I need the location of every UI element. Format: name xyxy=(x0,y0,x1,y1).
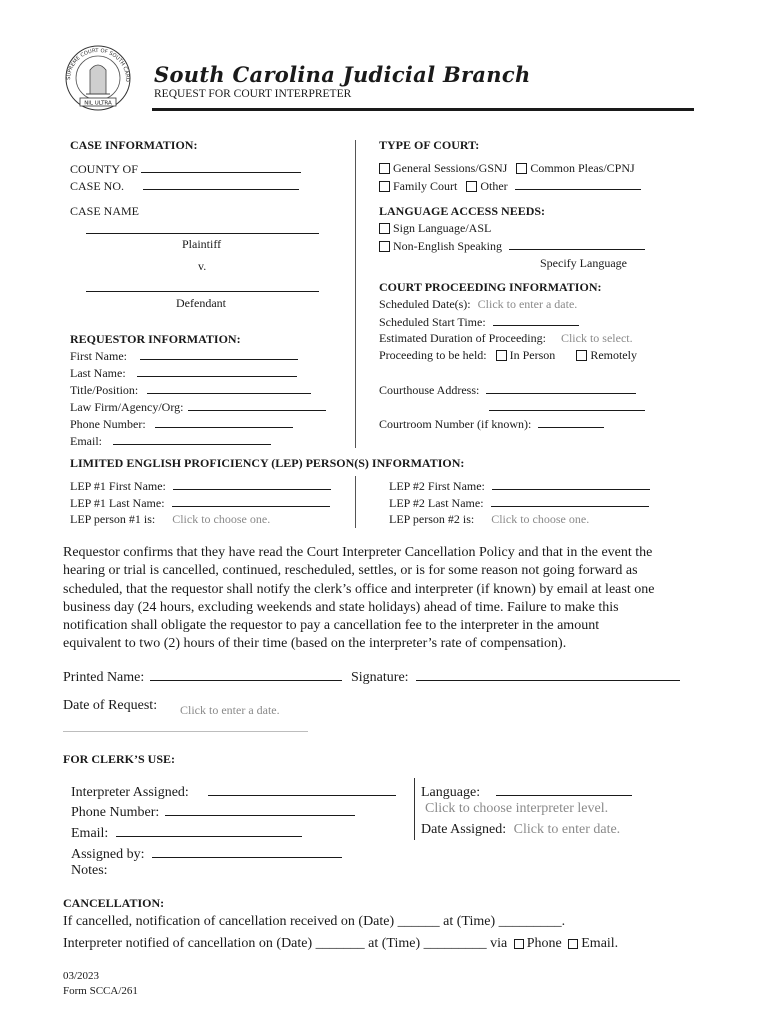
requestor-first-name-field[interactable] xyxy=(70,348,298,364)
interpreter-assigned-line[interactable] xyxy=(208,781,396,796)
lep2-last-name-line[interactable] xyxy=(491,495,649,507)
lep1-first-name-field[interactable] xyxy=(70,478,331,494)
clerk-phone-label: Phone Number: xyxy=(71,805,160,820)
printed-name-line[interactable] xyxy=(150,666,342,681)
clerk-email-label: Email: xyxy=(71,826,109,841)
other-label: Other xyxy=(480,179,508,193)
lep1-first-name-line[interactable] xyxy=(173,478,331,490)
requestor-last-name-field[interactable] xyxy=(70,365,297,381)
duration-label: Estimated Duration of Proceeding: xyxy=(379,331,546,345)
type-row-2 xyxy=(379,178,641,194)
general-sessions-option[interactable] xyxy=(379,161,507,175)
non-english-label: Non-English Speaking xyxy=(393,239,502,253)
family-court-checkbox[interactable] xyxy=(379,181,390,192)
requestor-law-firm-field[interactable] xyxy=(70,399,326,415)
general-sessions-checkbox[interactable] xyxy=(379,163,390,174)
last-name-line[interactable] xyxy=(137,365,297,377)
common-pleas-checkbox[interactable] xyxy=(516,163,527,174)
case-name-label: CASE NAME xyxy=(70,204,140,218)
plaintiff-label: Plaintiff xyxy=(182,237,222,251)
cancellation-heading: CANCELLATION: xyxy=(63,896,165,910)
lep2-last-name-field[interactable] xyxy=(389,495,649,511)
family-court-label: Family Court xyxy=(393,179,458,193)
signature-field[interactable] xyxy=(351,666,680,686)
title-position-line[interactable] xyxy=(147,382,311,394)
date-assigned-field[interactable] xyxy=(421,822,620,838)
form-title: REQUEST FOR COURT INTERPRETER xyxy=(154,88,352,100)
assigned-by-line[interactable] xyxy=(152,843,342,858)
column-divider xyxy=(355,140,356,448)
date-of-request-label: Date of Request: xyxy=(63,698,158,713)
type-of-court-heading: TYPE OF COURT: xyxy=(379,138,480,152)
printed-name-field[interactable] xyxy=(63,666,342,686)
duration-field[interactable] xyxy=(379,331,633,346)
other-option[interactable] xyxy=(466,179,507,193)
family-court-option[interactable] xyxy=(379,179,457,193)
email-option-label: Email. xyxy=(581,936,619,951)
cancellation-received-line: If cancelled, notification of cancellation received on (Date) ______ at (Time) _________. xyxy=(63,914,566,929)
courthouse-address-label: Courthouse Address: xyxy=(379,383,480,397)
courtroom-line[interactable] xyxy=(538,416,604,428)
lep1-person-select[interactable]: Click to choose one. xyxy=(172,512,271,526)
duration-select[interactable]: Click to select. xyxy=(560,331,633,345)
type-row-1 xyxy=(379,161,635,176)
date-of-request-input[interactable]: Click to enter a date. xyxy=(180,703,280,717)
general-sessions-label: General Sessions/GSNJ xyxy=(393,161,508,175)
lep1-person-field[interactable] xyxy=(70,512,270,527)
interpreter-level-select[interactable]: Click to choose interpreter level. xyxy=(425,801,609,816)
clerk-language-label: Language: xyxy=(421,785,481,800)
proceeding-held-label: Proceeding to be held: xyxy=(379,348,487,362)
in-person-label: In Person xyxy=(509,348,556,362)
court-name: South Carolina Judicial Branch xyxy=(154,62,531,87)
clerk-language-field[interactable] xyxy=(421,781,632,801)
court-seal xyxy=(60,40,136,112)
in-person-option[interactable] xyxy=(496,348,556,362)
seal-text: SUPREME COURT OF SOUTH CARO xyxy=(65,47,131,82)
proceeding-held-field xyxy=(379,348,637,363)
scheduled-dates-field[interactable] xyxy=(379,297,577,312)
law-firm-label: Law Firm/Agency/Org: xyxy=(70,400,184,414)
phone-label: Phone Number: xyxy=(70,417,146,431)
footer-form-number: Form SCCA/261 xyxy=(63,985,138,997)
requestor-email-field[interactable] xyxy=(70,433,271,449)
law-firm-line[interactable] xyxy=(188,399,326,411)
case-no-field[interactable] xyxy=(70,178,299,194)
courtroom-field[interactable] xyxy=(379,416,604,432)
lep2-person-select[interactable]: Click to choose one. xyxy=(491,512,590,526)
sign-language-option[interactable] xyxy=(379,221,491,236)
date-assigned-label: Date Assigned: xyxy=(421,822,507,837)
specify-language-label: Specify Language xyxy=(540,256,627,270)
interpreter-assigned-field[interactable] xyxy=(71,781,396,801)
start-time-field[interactable] xyxy=(379,314,579,330)
common-pleas-option[interactable] xyxy=(516,161,634,175)
lep2-last-name-label: LEP #2 Last Name: xyxy=(389,496,484,510)
requestor-heading: REQUESTOR INFORMATION: xyxy=(70,332,241,346)
lep2-person-field[interactable] xyxy=(389,512,589,527)
policy-line: Requestor confirms that they have read the Court Interpreter Cancellation Policy and that in the event the xyxy=(63,545,653,560)
lep1-first-name-label: LEP #1 First Name: xyxy=(70,479,166,493)
courthouse-address-field[interactable] xyxy=(379,382,636,398)
versus-label: v. xyxy=(198,259,207,273)
sign-language-checkbox[interactable] xyxy=(379,223,390,234)
cancellation-notified-line xyxy=(63,936,618,952)
seal-motto: NIL ULTRA xyxy=(84,100,112,107)
lep1-last-name-label: LEP #1 Last Name: xyxy=(70,496,165,510)
assigned-by-field[interactable] xyxy=(71,843,342,863)
phone-checkbox[interactable] xyxy=(514,939,524,949)
language-line[interactable] xyxy=(509,238,645,250)
policy-line: notification shall obligate the requestor to pay a cancellation fee to the interpreter in the amount xyxy=(63,618,600,634)
printed-name-label: Printed Name: xyxy=(63,670,145,685)
clerk-phone-field[interactable] xyxy=(71,801,355,821)
requestor-phone-field[interactable] xyxy=(70,416,293,432)
last-name-label: Last Name: xyxy=(70,366,126,380)
requestor-title-field[interactable] xyxy=(70,382,311,398)
language-access-heading: LANGUAGE ACCESS NEEDS: xyxy=(379,204,546,218)
plaintiff-line[interactable] xyxy=(86,233,319,234)
cancellation-notified-text: Interpreter notified of cancellation on (Date) _______ at (Time) _________ via xyxy=(63,936,508,951)
email-label: Email: xyxy=(70,434,102,448)
case-no-label: CASE NO. xyxy=(70,179,125,193)
non-english-checkbox[interactable] xyxy=(379,241,390,252)
title-position-label: Title/Position: xyxy=(70,383,139,397)
non-english-option[interactable] xyxy=(379,238,645,254)
lep2-first-name-label: LEP #2 First Name: xyxy=(389,479,485,493)
case-info-heading: CASE INFORMATION: xyxy=(70,138,198,152)
defendant-line[interactable] xyxy=(86,291,319,292)
email-line[interactable] xyxy=(113,433,271,445)
sign-language-label: Sign Language/ASL xyxy=(393,221,492,235)
lep1-last-name-line[interactable] xyxy=(172,495,330,507)
county-line[interactable] xyxy=(141,161,301,173)
clerk-language-line[interactable] xyxy=(496,781,632,796)
lep1-last-name-field[interactable] xyxy=(70,495,330,511)
footer-date: 03/2023 xyxy=(63,970,100,982)
other-line[interactable] xyxy=(515,178,641,190)
signature-label: Signature: xyxy=(351,670,409,685)
signature-line[interactable] xyxy=(416,666,680,681)
policy-line: equivalent to two (2) hours of their time (based on the interpreter’s rate of compensation). xyxy=(63,636,567,652)
remotely-label: Remotely xyxy=(590,348,637,362)
policy-line: hearing or trial is cancelled, continued, rescheduled, settles, or is for some reason not going forward as xyxy=(63,563,638,579)
policy-line: scheduled, that the requestor shall notify the clerk’s office and interpreter (if known) by email at least one xyxy=(63,581,655,597)
interpreter-assigned-label: Interpreter Assigned: xyxy=(71,785,189,800)
date-of-request-underline xyxy=(63,731,308,732)
scheduled-dates-label: Scheduled Date(s): xyxy=(379,297,471,311)
email-checkbox[interactable] xyxy=(568,939,578,949)
common-pleas-label: Common Pleas/CPNJ xyxy=(530,161,635,175)
county-label: COUNTY OF xyxy=(70,162,138,176)
cancellation-policy xyxy=(63,544,654,654)
start-time-line[interactable] xyxy=(493,314,579,326)
court-proceeding-heading: COURT PROCEEDING INFORMATION: xyxy=(379,280,602,294)
clerk-email-line[interactable] xyxy=(116,822,302,837)
policy-line: business day (24 hours, excluding weekends and state holidays) ahead of time. Failure to make this xyxy=(63,599,619,615)
phone-line[interactable] xyxy=(155,416,293,428)
other-checkbox[interactable] xyxy=(466,181,477,192)
clerk-divider xyxy=(414,778,415,840)
clerk-heading: FOR CLERK’S USE: xyxy=(63,752,176,766)
date-assigned-input[interactable]: Click to enter date. xyxy=(513,822,621,837)
county-field[interactable] xyxy=(70,161,301,177)
first-name-label: First Name: xyxy=(70,349,127,363)
case-no-line[interactable] xyxy=(143,178,299,190)
courtroom-label: Courtroom Number (if known): xyxy=(379,417,532,431)
first-name-line[interactable] xyxy=(140,348,298,360)
clerk-email-field[interactable] xyxy=(71,822,302,842)
notes-label: Notes: xyxy=(71,863,108,878)
in-person-checkbox[interactable] xyxy=(496,350,507,361)
courthouse-address-line-1[interactable] xyxy=(486,382,636,394)
clerk-phone-line[interactable] xyxy=(165,801,355,816)
phone-option-label: Phone xyxy=(526,936,562,951)
lep-heading: LIMITED ENGLISH PROFICIENCY (LEP) PERSON(S) INFORMATION: xyxy=(70,456,465,470)
remotely-checkbox[interactable] xyxy=(576,350,587,361)
courthouse-address-line-2[interactable] xyxy=(489,410,645,411)
start-time-label: Scheduled Start Time: xyxy=(379,315,486,329)
lep2-first-name-field[interactable] xyxy=(389,478,650,494)
defendant-label: Defendant xyxy=(176,296,226,310)
assigned-by-label: Assigned by: xyxy=(71,847,145,862)
lep2-first-name-line[interactable] xyxy=(492,478,650,490)
lep-divider xyxy=(355,476,356,528)
header-rule xyxy=(152,108,694,111)
scheduled-dates-input[interactable]: Click to enter a date. xyxy=(477,297,578,311)
remotely-option[interactable] xyxy=(576,348,637,362)
lep2-person-label: LEP person #2 is: xyxy=(389,512,475,526)
lep1-person-label: LEP person #1 is: xyxy=(70,512,156,526)
